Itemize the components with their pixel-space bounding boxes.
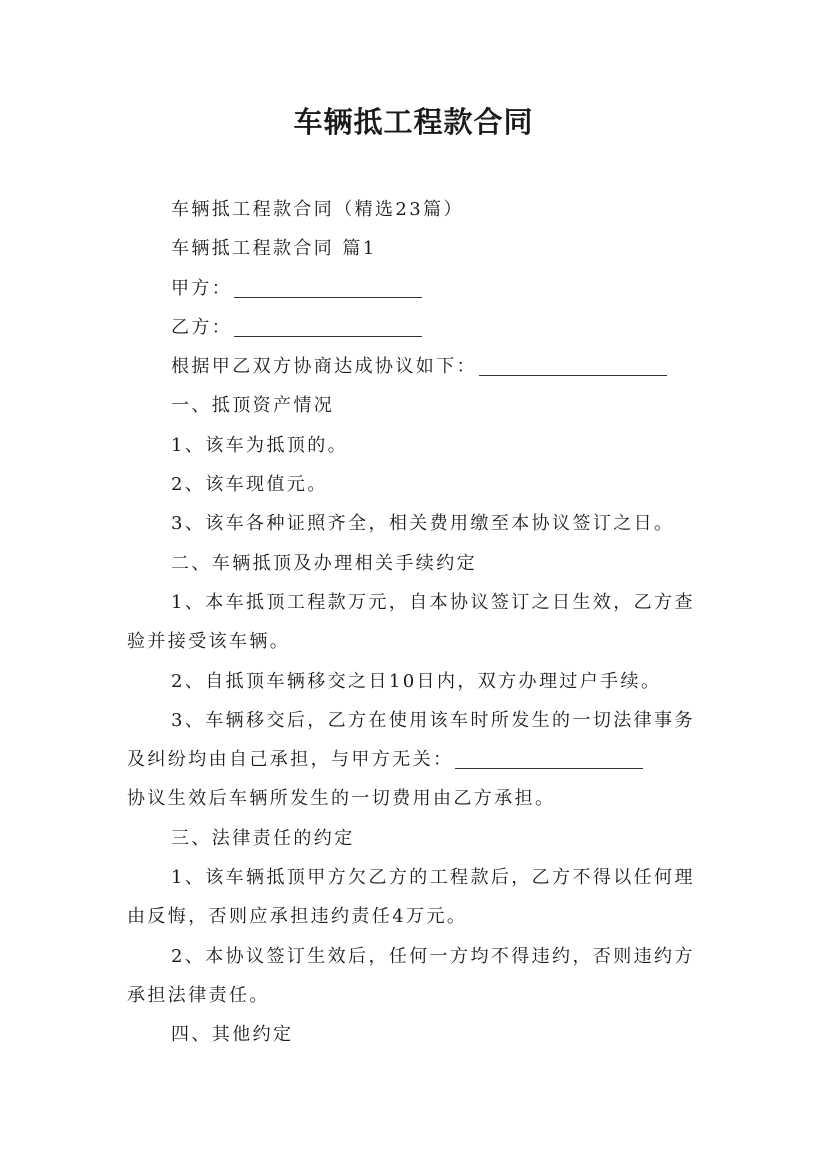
paragraph bbox=[127, 779, 705, 818]
fill-in-blank-line bbox=[234, 314, 422, 337]
paragraph-text: 二、车辆抵顶及办理相关手续约定 bbox=[171, 552, 477, 574]
paragraph bbox=[127, 426, 705, 465]
paragraph-text: 协议生效后车辆所发生的一切费用由乙方承担。 bbox=[127, 788, 556, 810]
paragraph-text: 1、该车为抵顶的。 bbox=[171, 434, 349, 456]
paragraph bbox=[127, 858, 705, 937]
paragraph-text: 2、自抵顶车辆移交之日10日内，双方办理过户手续。 bbox=[171, 670, 662, 692]
paragraph-text: 2、本协议签订生效后，任何一方均不得违约，否则违约方承担法律责任。 bbox=[127, 945, 695, 1006]
fill-in-blank-line bbox=[234, 275, 422, 298]
paragraph-text: 3、车辆移交后，乙方在使用该车时所发生的一切法律事务及纠纷均由自己承担，与甲方无关： bbox=[127, 709, 695, 771]
fill-in-blank-line bbox=[455, 746, 643, 769]
paragraph bbox=[127, 229, 705, 268]
paragraph bbox=[127, 544, 705, 583]
paragraph bbox=[127, 269, 705, 308]
paragraph bbox=[127, 937, 705, 1016]
paragraph bbox=[127, 347, 705, 386]
paragraph bbox=[127, 701, 705, 780]
paragraph-text: 车辆抵工程款合同 篇1 bbox=[171, 238, 377, 260]
paragraph-text: 2、该车现值元。 bbox=[171, 474, 328, 496]
paragraph-text: 三、法律责任的约定 bbox=[171, 827, 355, 849]
paragraph-text: 乙方： bbox=[171, 316, 233, 338]
paragraph-text: 1、该车辆抵顶甲方欠乙方的工程款后，乙方不得以任何理由反悔，否则应承担违约责任4万元。 bbox=[127, 867, 695, 928]
paragraph bbox=[127, 819, 705, 858]
fill-in-blank-line bbox=[479, 353, 667, 376]
paragraph bbox=[127, 583, 705, 662]
paragraph-text: 3、该车各种证照齐全，相关费用缴至本协议签订之日。 bbox=[171, 513, 675, 535]
paragraph bbox=[127, 1015, 705, 1054]
paragraph-text: 1、本车抵顶工程款万元，自本协议签订之日生效，乙方查验并接受该车辆。 bbox=[127, 591, 695, 653]
paragraph bbox=[127, 662, 705, 701]
paragraph bbox=[127, 386, 705, 425]
document-title: 车辆抵工程款合同 bbox=[293, 105, 534, 139]
paragraph-text: 四、其他约定 bbox=[171, 1024, 294, 1046]
paragraph-text: 甲方： bbox=[171, 277, 233, 299]
paragraph-text: 一、抵顶资产情况 bbox=[171, 395, 335, 417]
paragraph-text: 车辆抵工程款合同（精选23篇） bbox=[171, 199, 464, 220]
paragraph bbox=[127, 190, 705, 229]
paragraph bbox=[127, 308, 705, 347]
paragraph bbox=[127, 465, 705, 504]
paragraph bbox=[127, 504, 705, 543]
paragraph-text: 根据甲乙双方协商达成协议如下： bbox=[171, 356, 477, 378]
document-body bbox=[127, 190, 705, 1055]
